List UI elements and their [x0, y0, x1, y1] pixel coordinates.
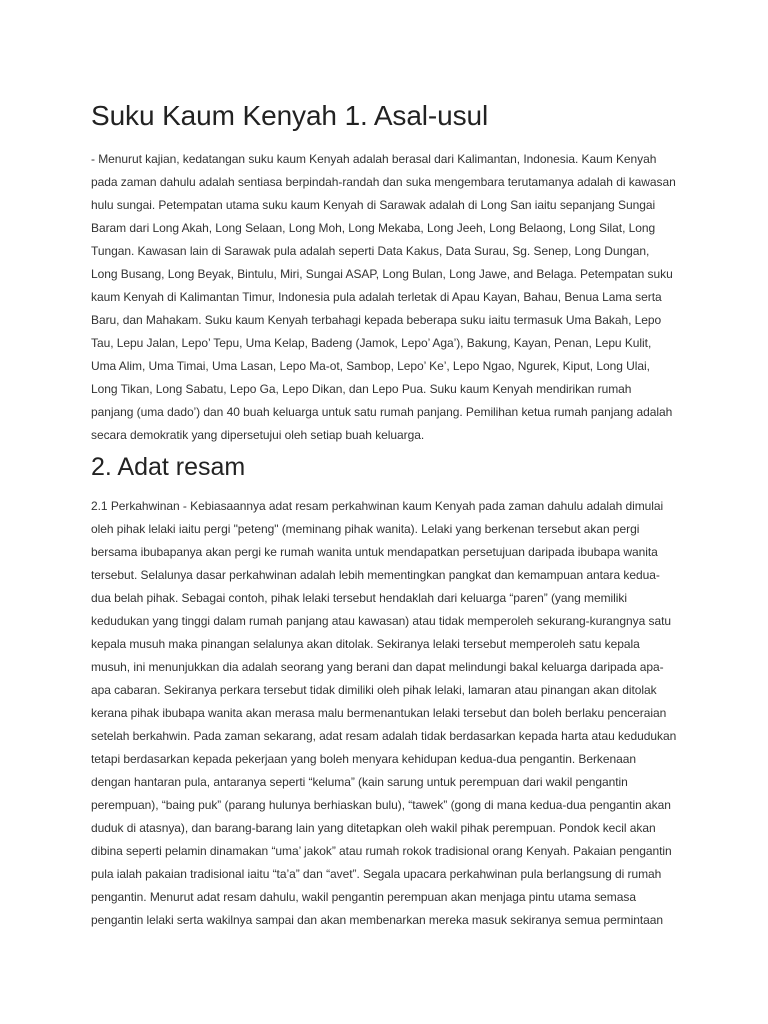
document-page [91, 96, 677, 934]
section2-paragraph: 2.1 Perkahwinan - Kebiasaannya adat resam perkahwinan kaum Kenyah pada zaman dahulu adalah dimulai oleh pihak lelaki iaitu pergi "peteng" (meminang pihak wanita). Lelaki yang berkenan tersebut akan pergi bersama ibubapanya akan pergi ke rumah wanita untuk mendapatkan persetujuan daripada ibubapa wanita tersebut. Selalunya dasar perkahwinan adalah lebih mementingkan pangkat dan kemampuan antara kedua-dua belah pihak. Sebagai contoh, pihak lelaki tersebut hendaklah dari keluarga “paren” (yang memiliki kedudukan yang tinggi dalam rumah panjang atau kawasan) atau tidak memperoleh sekurang-kurangnya satu kepala musuh maka pinangan selalunya akan ditolak. Sekiranya lelaki tersebut memperoleh satu kepala musuh, ini menunjukkan dia adalah seorang yang berani dan dapat melindungi bakal keluarga daripada apa-apa cabaran. Sekiranya perkara tersebut tidak dimiliki oleh pihak lelaki, lamaran atau pinangan akan ditolak kerana pihak ibubapa wanita akan merasa malu bermenantukan lelaki tersebut dan boleh berlaku penceraian setelah berkahwin. Pada zaman sekarang, adat resam adalah tidak berdasarkan kepada harta atau kedudukan tetapi berdasarkan kepada pekerjaan yang boleh menyara kehidupan kedua-dua pengantin. Berkenaan dengan hantaran pula, antaranya seperti “keluma” (kain sarung untuk perempuan dari wakil pengantin perempuan), “baing puk” (parang hulunya berhiaskan bulu), “tawek” (gong di mana kedua-dua pengantin akan duduk di atasnya), dan barang-barang lain yang ditetapkan oleh wakil pihak perempuan. Pondok kecil akan dibina seperti pelamin dinamakan “uma’ jakok” atau rumah rokok tradisional orang Kenyah. Pakaian pengantin pula ialah pakaian tradisional iaitu “ta’a” dan “avet”. Segala upacara perkahwinan pula berlangsung di rumah pengantin. Menurut adat resam dahulu, wakil pengantin perempuan akan menjaga pintu utama semasa pengantin lelaki serta wakilnya sampai dan akan membenarkan mereka masuk sekiranya semua permintaan [91, 499, 677, 927]
section1-paragraph: - Menurut kajian, kedatangan suku kaum Kenyah adalah berasal dari Kalimantan, Indonesia. Kaum Kenyah pada zaman dahulu adalah sentiasa berpindah-randah dan suka mengembara terutamanya adalah di kawasan hulu sungai. Petempatan utama suku kaum Kenyah di Sarawak adalah di Long San iaitu sepanjang Sungai Baram dari Long Akah, Long Selaan, Long Moh, Long Mekaba, Long Jeeh, Long Belaong, Long Silat, Long Tungan. Kawasan lain di Sarawak pula adalah seperti Data Kakus, Data Surau, Sg. Senep, Long Dungan, Long Busang, Long Beyak, Bintulu, Miri, Sungai ASAP, Long Bulan, Long Jawe, and Belaga. Petempatan suku kaum Kenyah di Kalimantan Timur, Indonesia pula adalah terletak di Apau Kayan, Bahau, Benua Lama serta Baru, dan Mahakam. Suku kaum Kenyah terbahagi kepada beberapa suku iaitu termasuk Uma Bakah, Lepo Tau, Lepu Jalan, Lepo’ Tepu, Uma Kelap, Badeng (Jamok, Lepo’ Aga’), Bakung, Kayan, Penan, Lepu Kulit, Uma Alim, Uma Timai, Uma Lasan, Lepo Ma-ot, Sambop, Lepo’ Ke’, Lepo Ngao, Ngurek, Kiput, Long Ulai, Long Tikan, Long Sabatu, Lepo Ga, Lepo Dikan, dan Lepo Pua. Suku kaum Kenyah mendirikan rumah panjang (uma dado’) dan 40 buah keluarga untuk satu rumah panjang. Pemilihan ketua rumah panjang adalah secara demokratik yang dipersetujui oleh setiap buah keluarga. [91, 152, 676, 442]
document-title: Suku Kaum Kenyah 1. Asal-usul [91, 100, 489, 131]
section2-heading: 2. Adat resam [91, 453, 246, 481]
